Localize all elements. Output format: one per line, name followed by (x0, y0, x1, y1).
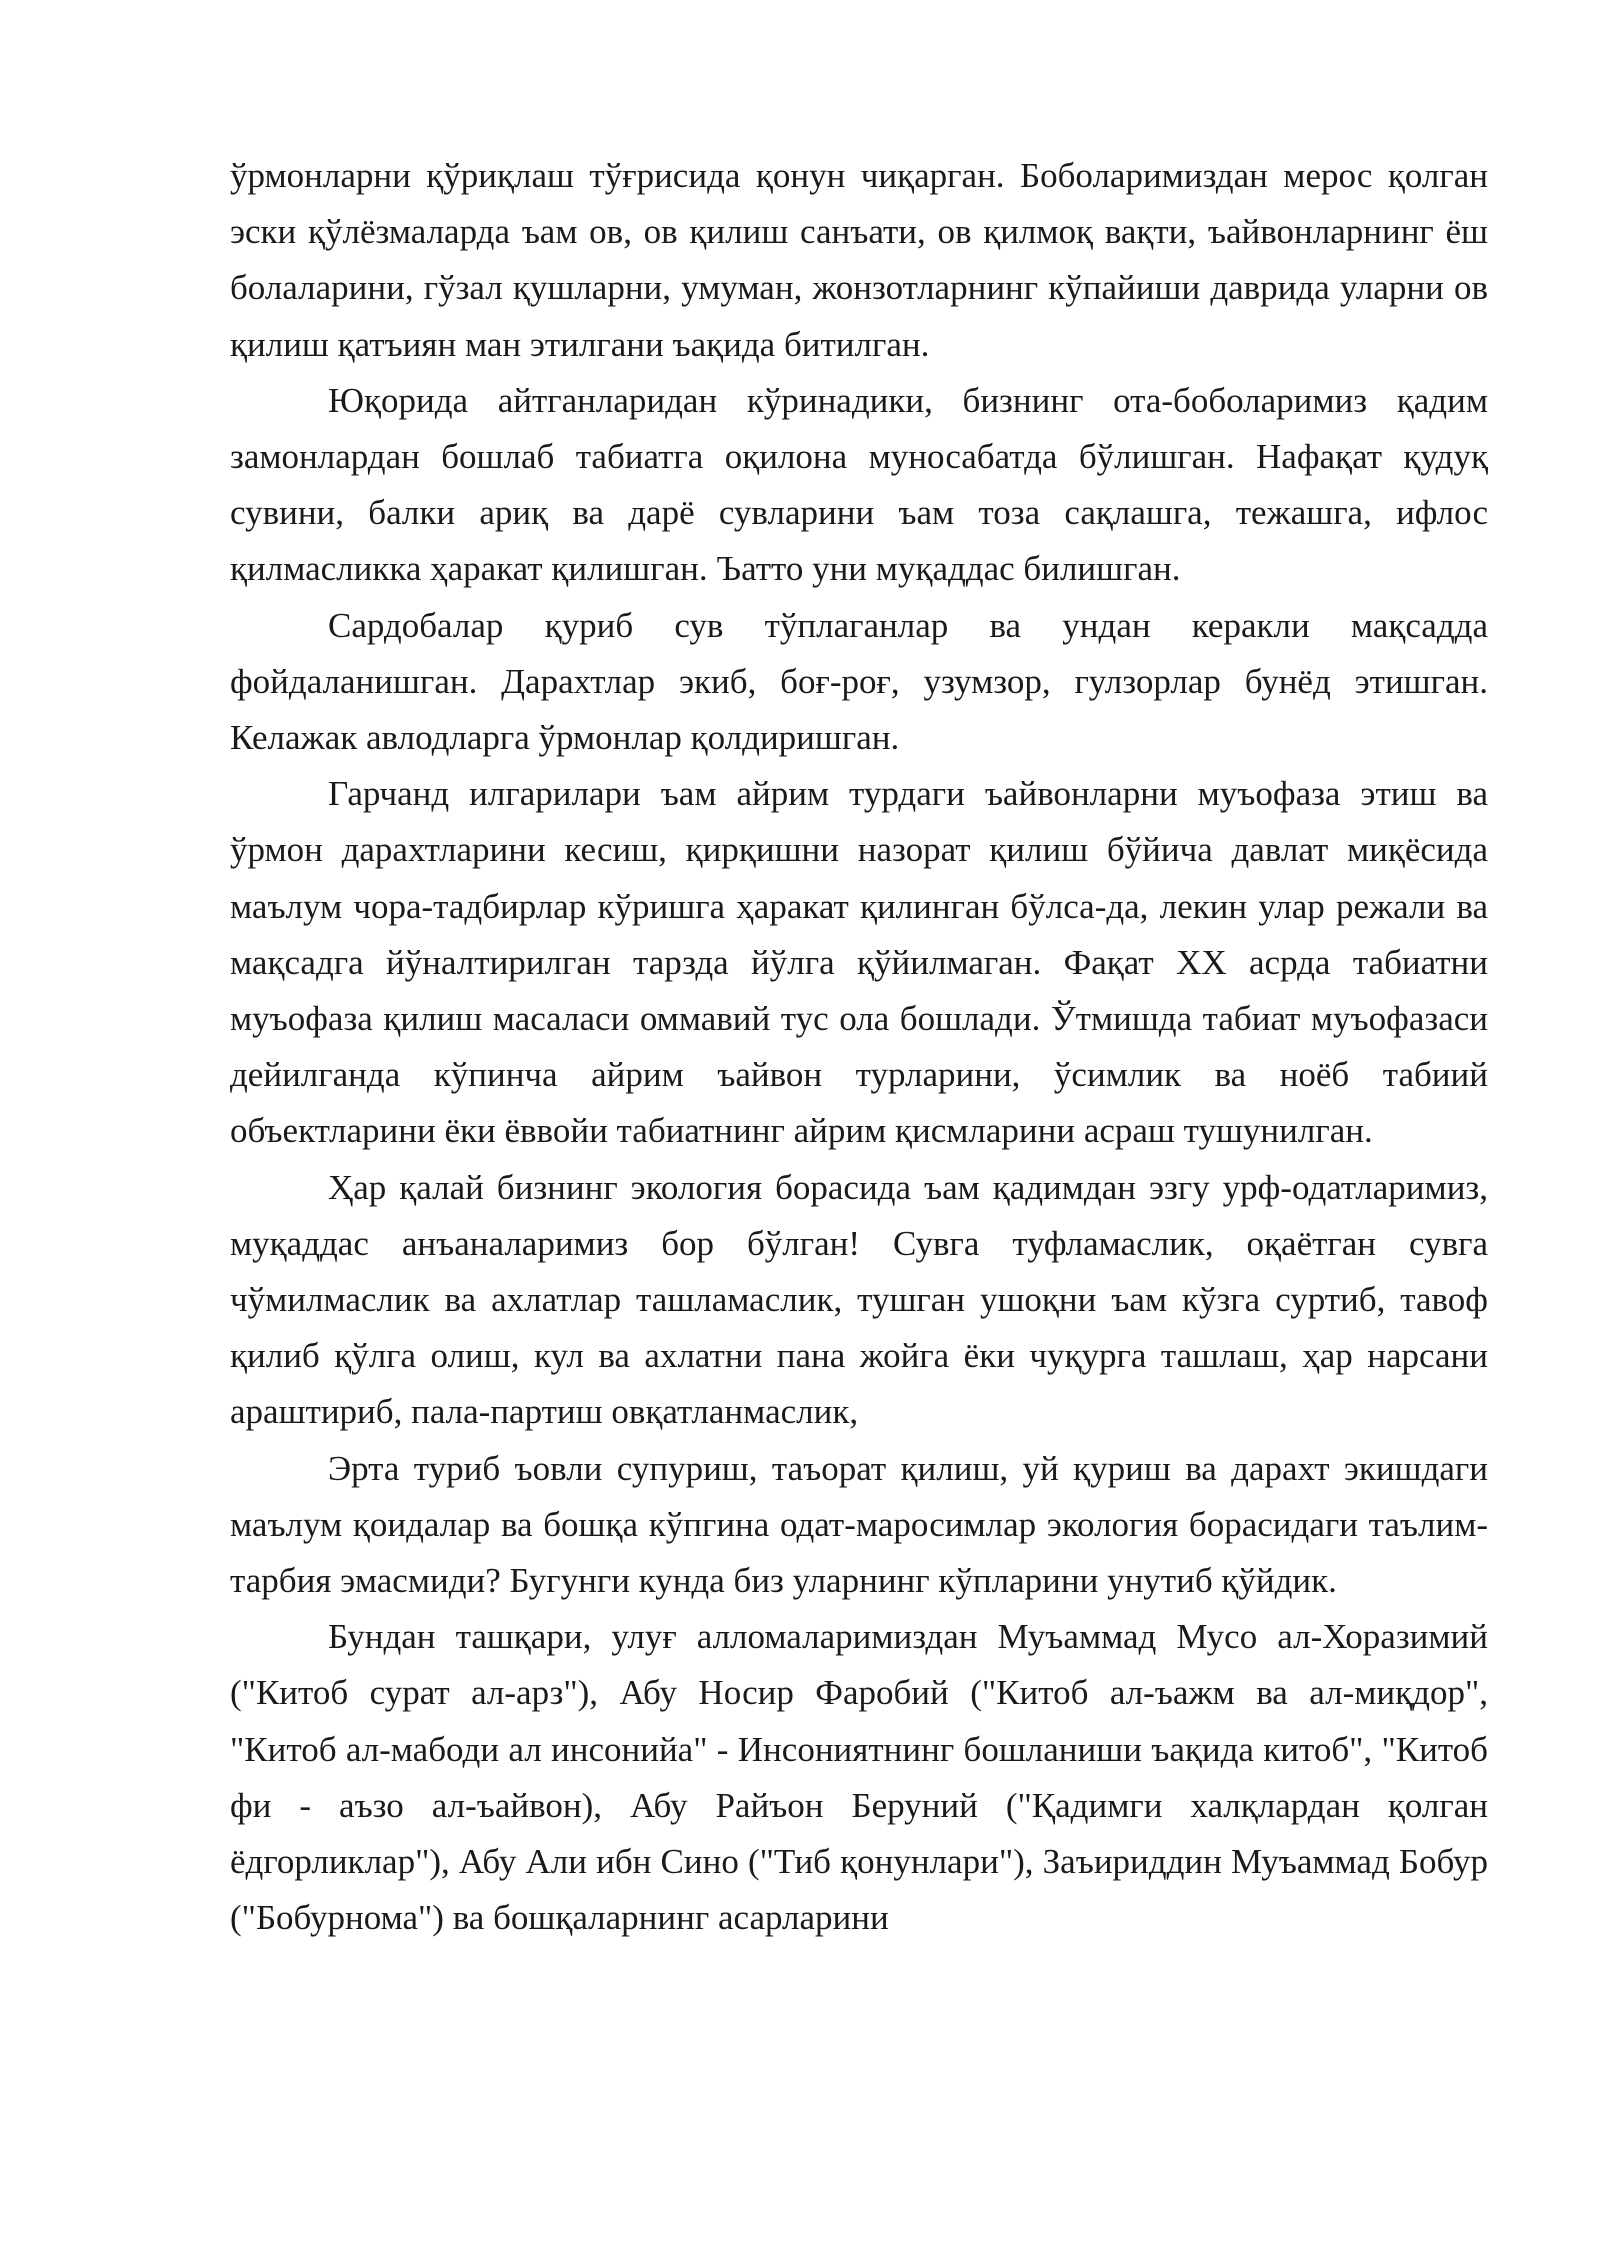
paragraph-2: Юқорида айтганларидан кўринадики, бизнинг ота-боболаримиз қадим замонлардан бошлаб табиатга оқилона муносабатда бўлишган. Нафақат қудуқ сувини, балки ариқ ва дарё сувларини ъам тоза сақлашга, тежашга, ифлос қилмасликка ҳаракат қилишган. Ъатто уни муқаддас билишган. (230, 380, 1488, 589)
document-body (230, 148, 1488, 1947)
paragraph-3: Сардобалар қуриб сув тўплаганлар ва ундан керакли мақсадда фойдаланишган. Дарахтлар экиб, боғ-роғ, узумзор, гулзорлар бунёд этишган. Келажак авлодларга ўрмонлар қолдиришган. (230, 605, 1488, 758)
paragraph-5: Ҳар қалай бизнинг экология борасида ъам қадимдан эзгу урф-одатларимиз, муқаддас анъаналаримиз бор бўлган! Сувга туфламаслик, оқаётган сувга чўмилмаслик ва ахлатлар ташламаслик, тушган ушоқни ъам кўзга суртиб, тавоф қилиб қўлга олиш, кул ва ахлатни пана жойга ёки чуқурга ташлаш, ҳар нарсани араштириб, пала-партиш овқатланмаслик, (230, 1167, 1488, 1432)
paragraph-4: Гарчанд илгарилари ъам айрим турдаги ъайвонларни муъофаза этиш ва ўрмон дарахтларини кесиш, қирқишни назорат қилиш бўйича давлат миқёсида маълум чора-тадбирлар кўришга ҳаракат қилинган бўлса-да, лекин улар режали ва мақсадга йўналтирилган тарзда йўлга қўйилмаган. Фақат XX асрда табиатни муъофаза қилиш масаласи оммавий тус ола бошлади. Ўтмишда табиат муъофазаси дейилганда кўпинча айрим ъайвон турларини, ўсимлик ва ноёб табиий объектларини ёки ёввойи табиатнинг айрим қисмларини асраш тушунилган. (230, 774, 1488, 1151)
paragraph-1: ўрмонларни қўриқлаш тўғрисида қонун чиқарган. Боболаримиздан мерос қолган эски қўлёзмаларда ъам ов, ов қилиш санъати, ов қилмоқ вақти, ъайвонларнинг ёш болаларини, гўзал қушларни, умуман, жонзотларнинг кўпайиши даврида уларни ов қилиш қатъиян ман этилгани ъақида битилган. (230, 156, 1488, 364)
paragraph-7: Бундан ташқари, улуғ алломаларимиздан Муъаммад Мусо ал-Хоразимий ("Китоб сурат ал-арз"), Абу Носир Фаробий ("Китоб ал-ъажм ва ал-миқдор", "Китоб ал-мабоди ал инсонийа" - Инсониятнинг бошланиши ъақида китоб", "Китоб фи - аъзо ал-ъайвон), Абу Райъон Беруний ("Қадимги халқлардан қолган ёдгорликлар"), Абу Али ибн Сино ("Тиб қонунлари"), Заъириддин Муъаммад Бобур ("Бобурнома") ва бошқаларнинг асарларини (230, 1617, 1488, 1938)
paragraph-6: Эрта туриб ъовли супуриш, таъорат қилиш, уй қуриш ва дарахт экишдаги маълум қоидалар ва бошқа кўпгина одат-маросимлар экология борасидаги таълим-тарбия эмасмиди? Бугунги кунда биз уларнинг кўпларини унутиб қўйдик. (230, 1448, 1488, 1601)
